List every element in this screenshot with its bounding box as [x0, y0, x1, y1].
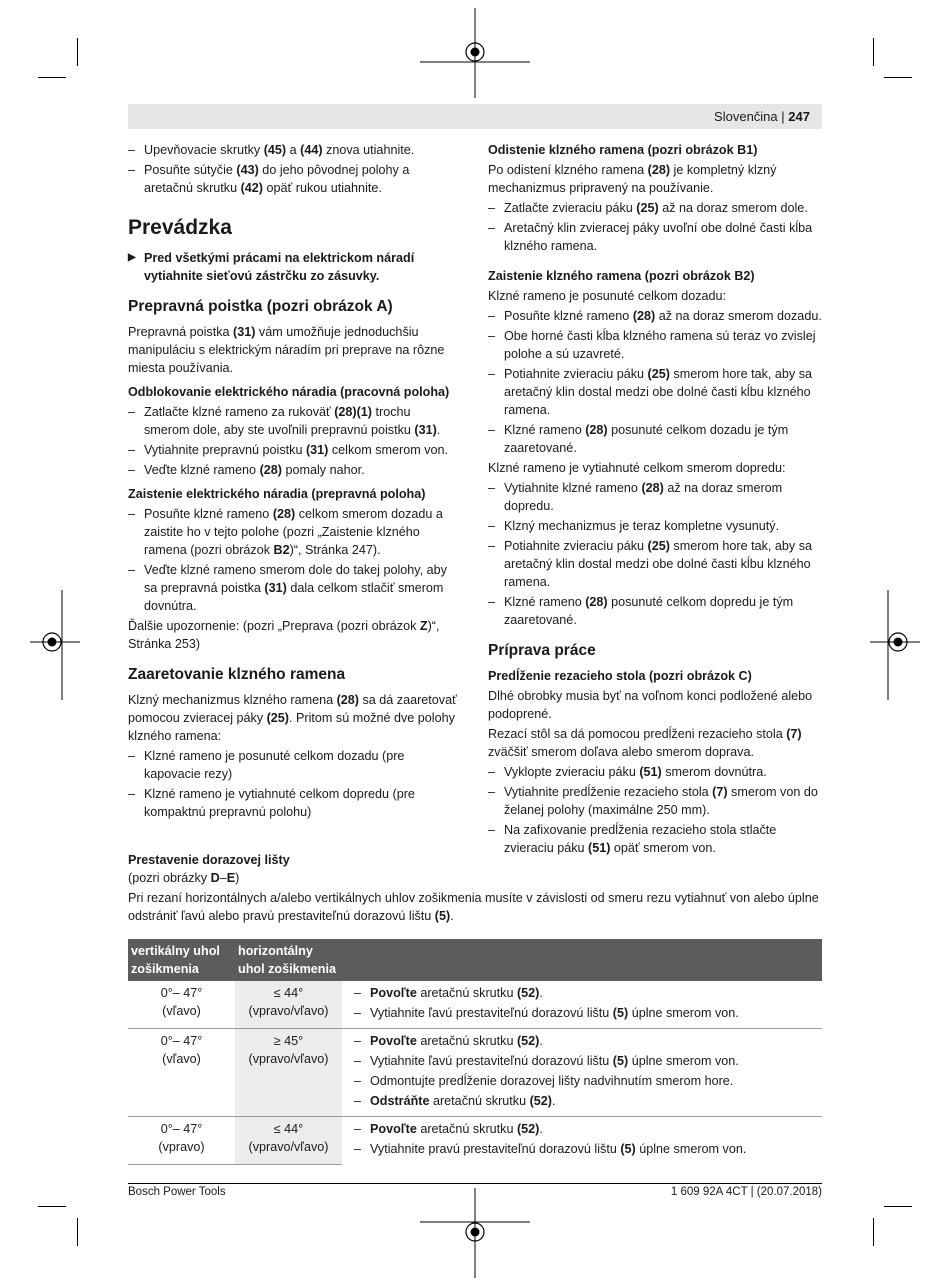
crop-mark: [884, 77, 912, 78]
crop-mark: [884, 1206, 912, 1207]
list-item: – Posuňte sútyčie (43) do jeho pôvodnej polohy a aretačnú skrutku (42) opäť rukou utiahnite.: [128, 161, 458, 197]
page-header: [714, 109, 810, 124]
left-column: [128, 141, 458, 823]
list-item: – Potiahnite zvieraciu páku (25) smerom hore tak, aby sa aretačný klin dostal medzi obe dolné časti kĺbu klzného ramena.: [488, 365, 822, 419]
section-title-transport-lock: Prepravná poistka (pozri obrázok A): [128, 298, 393, 315]
crop-mark: [873, 1218, 874, 1246]
crop-mark: [77, 1218, 78, 1246]
list-item: – Klzné rameno (28) posunuté celkom dozadu je tým zaaretované.: [488, 421, 822, 457]
table-row: [128, 981, 822, 1029]
table-header-row: [128, 939, 822, 981]
footer-brand: Bosch Power Tools: [128, 1186, 226, 1198]
list-item: – Klzné rameno je vytiahnuté celkom dopredu (pre kompaktnú prepravnú polohu): [128, 785, 458, 821]
section-title-prevadzka: Prevádzka: [128, 216, 232, 239]
steps-cell: [342, 981, 822, 1029]
list-item: – Povoľte aretačnú skrutku (52).: [354, 984, 819, 1002]
registration-mark-right: [870, 590, 920, 700]
list-item: – Vytiahnite predĺženie rezacieho stola (7) smerom von do želanej polohy (maximálne 250 mm).: [488, 783, 822, 819]
subsection-title-unlock: Odblokovanie elektrického náradia (pracovná poloha): [128, 385, 450, 399]
steps-cell: [342, 1117, 822, 1165]
safety-warning: ▶ Pred všetkými prácami na elektrickom náradí vytiahnite sieťovú zástrčku zo zásuvky.: [128, 249, 458, 285]
vertical-angle-cell: 0°– 47° (vpravo): [128, 1117, 235, 1165]
list-item: – Vytiahnite pravú prestaviteľnú dorazovú lištu (5) úplne smerom von.: [354, 1140, 819, 1158]
subsection-title-b2: Zaistenie klzného ramena (pozri obrázok B2): [488, 269, 755, 283]
column-header: [342, 939, 822, 981]
subsection-title-lock: Zaistenie elektrického náradia (prepravná poloha): [128, 487, 426, 501]
vertical-angle-cell: 0°– 47° (vľavo): [128, 981, 235, 1029]
page-number: 247: [788, 109, 810, 124]
list-item: – Vyklopte zvieraciu páku (51) smerom dovnútra.: [488, 763, 822, 781]
horizontal-angle-cell: ≥ 45° (vpravo/vľavo): [235, 1029, 342, 1117]
section-title-slide-arm-locking: Zaaretovanie klzného ramena: [128, 666, 346, 683]
list-item: – Vytiahnite ľavú prestaviteľnú dorazovú lištu (5) úplne smerom von.: [354, 1052, 819, 1070]
registration-mark-bottom: [420, 1188, 530, 1278]
cross-reference-note: Ďalšie upozornenie: (pozri „Preprava (pozri obrázok Z)“, Stránka 253): [128, 619, 440, 651]
list-item: – Odmontujte predĺženie dorazovej lišty nadvihnutím smerom hore.: [354, 1072, 819, 1090]
paragraph: Klzné rameno je posunuté celkom dozadu:: [488, 289, 727, 303]
steps-cell: [342, 1029, 822, 1117]
list-item: – Odstráňte aretačnú skrutku (52).: [354, 1092, 819, 1110]
paragraph: Klzné rameno je vytiahnuté celkom smerom dopredu:: [488, 461, 786, 475]
list-item: – Posuňte klzné rameno (28) celkom smerom dozadu a zaistite ho v tejto polohe (pozri „Zaistenie klzného ramena (pozri obrázok B2)“, Stránka 247).: [128, 505, 458, 559]
paragraph: Prepravná poistka (31) vám umožňuje jednoduchšiu manipuláciu s elektrickým náradím pri preprave na rôzne miesta používania.: [128, 325, 445, 375]
header-language: Slovenčina: [714, 109, 778, 124]
paragraph: Po odistení klzného ramena (28) je kompletný klzný mechanizmus pripravený na používanie.: [488, 163, 777, 195]
bevel-angle-table: [128, 939, 822, 1165]
crop-mark: [38, 1206, 66, 1207]
list-item: – Povoľte aretačnú skrutku (52).: [354, 1120, 819, 1138]
section-title-work-preparation: Príprava práce: [488, 642, 596, 659]
paragraph: Dlhé obrobky musia byť na voľnom konci podložené alebo podoprené.: [488, 689, 813, 721]
paragraph: Rezací stôl sa dá pomocou predĺženi rezacieho stola (7) zväčšiť smerom doľava alebo smerom doprava.: [488, 727, 802, 759]
subsection-title-b1: Odistenie klzného ramena (pozri obrázok B1): [488, 143, 758, 157]
list-item: – Klzný mechanizmus je teraz kompletne vysunutý.: [488, 517, 822, 535]
list-item: – Veďte klzné rameno smerom dole do takej polohy, aby sa prepravná poistka (31) dala celkom stlačiť smerom dovnútra.: [128, 561, 458, 615]
table-row: [128, 1029, 822, 1117]
fence-subtitle: (pozri obrázky D–E): [128, 871, 240, 885]
list-item: – Obe horné časti kĺba klzného ramena sú teraz vo zvislej polohe a sú uzavreté.: [488, 327, 822, 363]
list-item: – Potiahnite zvieraciu páku (25) smerom hore tak, aby sa aretačný klin dostal medzi obe dolné časti kĺbu klzného ramena.: [488, 537, 822, 591]
footer-doc-id: 1 609 92A 4CT | (20.07.2018): [670, 1186, 822, 1198]
horizontal-angle-cell: ≤ 44° (vpravo/vľavo): [235, 1117, 342, 1165]
page-footer: [128, 1183, 822, 1198]
list-item: – Vytiahnite ľavú prestaviteľnú dorazovú lištu (5) úplne smerom von.: [354, 1004, 819, 1022]
column-header: vertikálny uhol zošikmenia: [128, 939, 235, 981]
paragraph: Pri rezaní horizontálnych a/alebo vertikálnych uhlov zošikmenia musíte v závislosti od smeru rezu vytiahnuť von alebo úplne odstrániť ľavú alebo pravú prestaviteľnú dorazovú lištu (5).: [128, 891, 819, 923]
right-column: [488, 141, 822, 859]
list-item: – Veďte klzné rameno (28) pomaly nahor.: [128, 461, 458, 479]
list-item: – Upevňovacie skrutky (45) a (44) znova utiahnite.: [128, 141, 458, 159]
horizontal-angle-cell: ≤ 44° (vpravo/vľavo): [235, 981, 342, 1029]
column-header: horizontálny uhol zošikmenia: [235, 939, 342, 981]
list-item: – Na zafixovanie predĺženia rezacieho stola stlačte zvieraciu páku (51) opäť smerom von.: [488, 821, 822, 857]
list-item: – Zatlačte klzné rameno za rukoväť (28)(1) trochu smerom dole, aby ste uvoľnili prepravnú poistku (31).: [128, 403, 458, 439]
crop-mark: [77, 38, 78, 66]
list-item: – Aretačný klin zvieracej páky uvoľní obe dolné časti kĺba klzného ramena.: [488, 219, 822, 255]
header-separator: |: [781, 109, 785, 124]
list-item: – Zatlačte zvieraciu páku (25) až na doraz smerom dole.: [488, 199, 822, 217]
crop-mark: [38, 77, 66, 78]
list-item: – Vytiahnite klzné rameno (28) až na doraz smerom dopredu.: [488, 479, 822, 515]
table-row: [128, 1117, 822, 1165]
list-item: – Klzné rameno (28) posunuté celkom dopredu je tým zaaretované.: [488, 593, 822, 629]
list-item: – Posuňte klzné rameno (28) až na doraz smerom dozadu.: [488, 307, 822, 325]
paragraph: Klzný mechanizmus klzného ramena (28) sa dá zaaretovať pomocou zvieracej páky (25). Pritom sú možné dve polohy klzného ramena:: [128, 693, 457, 743]
registration-mark-left: [30, 590, 80, 700]
vertical-angle-cell: 0°– 47° (vľavo): [128, 1029, 235, 1117]
list-item: – Povoľte aretačnú skrutku (52).: [354, 1032, 819, 1050]
crop-mark: [873, 38, 874, 66]
subsection-title-table-extension: Predĺženie rezacieho stola (pozri obrázok C): [488, 669, 752, 683]
subsection-title-fence: Prestavenie dorazovej lišty: [128, 853, 290, 867]
registration-mark-top: [420, 8, 530, 98]
fence-section: [128, 851, 822, 927]
list-item: – Vytiahnite prepravnú poistku (31) celkom smerom von.: [128, 441, 458, 459]
list-item: – Klzné rameno je posunuté celkom dozadu (pre kapovacie rezy): [128, 747, 458, 783]
